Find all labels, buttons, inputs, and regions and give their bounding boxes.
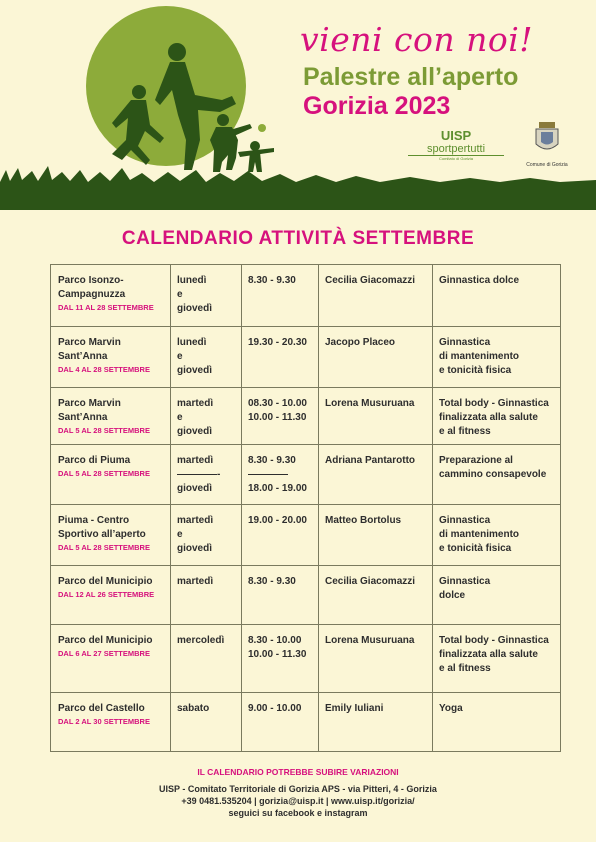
activity-line: Total body - Ginnastica: [439, 398, 549, 409]
gorizia-crest-icon: [533, 120, 561, 156]
instructor-cell: [319, 693, 433, 752]
activity-cell: [433, 693, 561, 752]
calendar-heading: CALENDARIO ATTIVITÀ SETTEMBRE: [121, 228, 475, 249]
activity-line: e tonicità fisica: [439, 365, 512, 376]
poster-subtitle: Gorizia 2023: [303, 92, 451, 120]
activity-line: e al fitness: [439, 663, 491, 674]
tagline: vieni con noi!: [300, 20, 534, 59]
location-name: Parco Marvin Sant’Anna: [58, 337, 121, 362]
days-cell: [171, 445, 242, 505]
day-line: e: [177, 529, 183, 540]
days-cell: [171, 265, 242, 327]
location-dates: DAL 2 AL 30 SETTEMBRE: [58, 717, 150, 726]
instructor-name: Matteo Bortolus: [325, 515, 402, 526]
location-cell: [51, 265, 171, 327]
activity-cell: [433, 265, 561, 327]
days-cell: [171, 505, 242, 566]
time-line: 10.00 - 11.30: [248, 412, 307, 423]
instructor-name: Cecilia Giacomazzi: [325, 576, 416, 587]
time-line: 18.00 - 19.00: [248, 483, 307, 494]
location-dates: DAL 5 AL 28 SETTEMBRE: [58, 543, 150, 552]
day-line: giovedì: [177, 426, 213, 437]
activity-line: e al fitness: [439, 426, 491, 437]
instructor-name: Adriana Pantarotto: [325, 455, 416, 466]
activity-line: cammino consapevole: [439, 469, 547, 480]
activity-cell: [433, 327, 561, 388]
footer-address: UISP - Comitato Territoriale di Gorizia APS - via Pitteri, 4 - Gorizia: [159, 784, 437, 794]
table-row: [51, 693, 561, 752]
day-line: martedì: [177, 455, 214, 466]
footer-social: seguici su facebook e instagram: [228, 808, 368, 818]
footer-notice: IL CALENDARIO POTREBBE SUBIRE VARIAZIONI: [197, 767, 399, 777]
location-name: Parco Marvin Sant’Anna: [58, 398, 121, 423]
instructor-cell: [319, 566, 433, 625]
days-cell: [171, 388, 242, 445]
day-line: martedì: [177, 576, 214, 587]
running-figure-head: [258, 124, 266, 132]
activity-line: di mantenimento: [439, 529, 520, 540]
time-line: 8.30 - 9.30: [248, 455, 296, 466]
time-line: 10.00 - 11.30: [248, 649, 307, 660]
day-line: e: [177, 351, 183, 362]
activity-line: Ginnastica: [439, 337, 491, 348]
table-row: [51, 566, 561, 625]
activity-line: Preparazione al: [439, 455, 513, 466]
day-line: mercoledì: [177, 635, 225, 646]
time-line: 08.30 - 10.00: [248, 398, 307, 409]
times-cell: [242, 505, 319, 566]
table-row: [51, 625, 561, 693]
activity-line: dolce: [439, 590, 466, 601]
uisp-sub: Comitato di Gorizia: [438, 156, 473, 161]
instructor-name: Lorena Musuruana: [325, 398, 415, 409]
location-name: Parco di Piuma: [58, 455, 131, 466]
time-line: 8.30 - 9.30: [248, 576, 296, 587]
day-line: lunedì: [177, 275, 207, 286]
comune-name: Comune di Gorizia: [526, 162, 568, 168]
days-cell: [171, 693, 242, 752]
table-row: [51, 445, 561, 505]
location-dates: DAL 5 AL 28 SETTEMBRE: [58, 469, 150, 478]
time-line: 19.30 - 20.30: [248, 337, 307, 348]
location-cell: [51, 445, 171, 505]
times-cell: [242, 327, 319, 388]
activity-cell: [433, 566, 561, 625]
grass-strip: [0, 166, 596, 210]
days-cell: [171, 625, 242, 693]
location-cell: [51, 505, 171, 566]
instructor-name: Emily Iuliani: [325, 703, 384, 714]
day-line: martedì: [177, 398, 214, 409]
footer-contacts: +39 0481.535204 | gorizia@uisp.it | www.uisp.it/gorizia/: [181, 796, 415, 806]
activity-line: Ginnastica: [439, 576, 491, 587]
location-cell: [51, 566, 171, 625]
table-row: [51, 265, 561, 327]
day-line: lunedì: [177, 337, 207, 348]
poster-title: Palestre all’aperto: [303, 63, 519, 91]
activity-line: Total body - Ginnastica: [439, 635, 549, 646]
instructor-name: Cecilia Giacomazzi: [325, 275, 416, 286]
location-cell: [51, 388, 171, 445]
table-row: [51, 505, 561, 566]
day-line: ————-: [177, 469, 221, 480]
activity-cell: [433, 388, 561, 445]
location-dates: DAL 5 AL 28 SETTEMBRE: [58, 426, 150, 435]
times-cell: [242, 693, 319, 752]
table-row: [51, 388, 561, 445]
times-cell: [242, 566, 319, 625]
location-name: Piuma - Centro Sportivo all’aperto: [58, 515, 146, 540]
activity-line: e tonicità fisica: [439, 543, 512, 554]
time-line: ————: [248, 469, 288, 480]
location-cell: [51, 693, 171, 752]
days-cell: [171, 327, 242, 388]
times-cell: [242, 265, 319, 327]
location-name: Parco del Castello: [58, 703, 145, 714]
location-name: Parco del Municipio: [58, 576, 153, 587]
instructor-cell: [319, 388, 433, 445]
location-name: Parco del Municipio: [58, 635, 153, 646]
location-name: Parco Isonzo-Campagnuzza: [58, 275, 126, 300]
instructor-cell: [319, 265, 433, 327]
time-line: 8.30 - 10.00: [248, 635, 302, 646]
instructor-cell: [319, 505, 433, 566]
day-line: giovedì: [177, 303, 213, 314]
days-cell: [171, 566, 242, 625]
location-dates: DAL 11 AL 28 SETTEMBRE: [58, 303, 154, 312]
instructor-cell: [319, 327, 433, 388]
day-line: martedì: [177, 515, 214, 526]
uisp-logo: [408, 128, 504, 161]
instructor-name: Lorena Musuruana: [325, 635, 415, 646]
activity-cell: [433, 445, 561, 505]
activity-cell: [433, 505, 561, 566]
day-line: giovedì: [177, 543, 213, 554]
instructor-cell: [319, 445, 433, 505]
schedule-table: [50, 264, 561, 752]
location-dates: DAL 12 AL 26 SETTEMBRE: [58, 590, 155, 599]
location-dates: DAL 4 AL 28 SETTEMBRE: [58, 365, 150, 374]
time-line: 19.00 - 20.00: [248, 515, 307, 526]
day-line: giovedì: [177, 483, 213, 494]
time-line: 9.00 - 10.00: [248, 703, 302, 714]
uisp-brand: UISP: [440, 128, 472, 143]
times-cell: [242, 625, 319, 693]
day-line: e: [177, 289, 183, 300]
location-cell: [51, 625, 171, 693]
times-cell: [242, 445, 319, 505]
activity-line: di mantenimento: [439, 351, 520, 362]
activity-line: Ginnastica dolce: [439, 275, 520, 286]
instructor-name: Jacopo Placeo: [325, 337, 396, 348]
times-cell: [242, 388, 319, 445]
activity-line: Ginnastica: [439, 515, 491, 526]
activity-line: Yoga: [439, 703, 463, 714]
activity-line: finalizzata alla salute: [439, 649, 538, 660]
instructor-cell: [319, 625, 433, 693]
activity-line: finalizzata alla salute: [439, 412, 538, 423]
comune-logo: [522, 120, 572, 168]
activity-cell: [433, 625, 561, 693]
uisp-tagline: sportpertutti: [408, 143, 504, 156]
day-line: giovedì: [177, 365, 213, 376]
day-line: e: [177, 412, 183, 423]
time-line: 8.30 - 9.30: [248, 275, 296, 286]
day-line: sabato: [177, 703, 210, 714]
location-dates: DAL 6 AL 27 SETTEMBRE: [58, 649, 150, 658]
location-cell: [51, 327, 171, 388]
table-row: [51, 327, 561, 388]
